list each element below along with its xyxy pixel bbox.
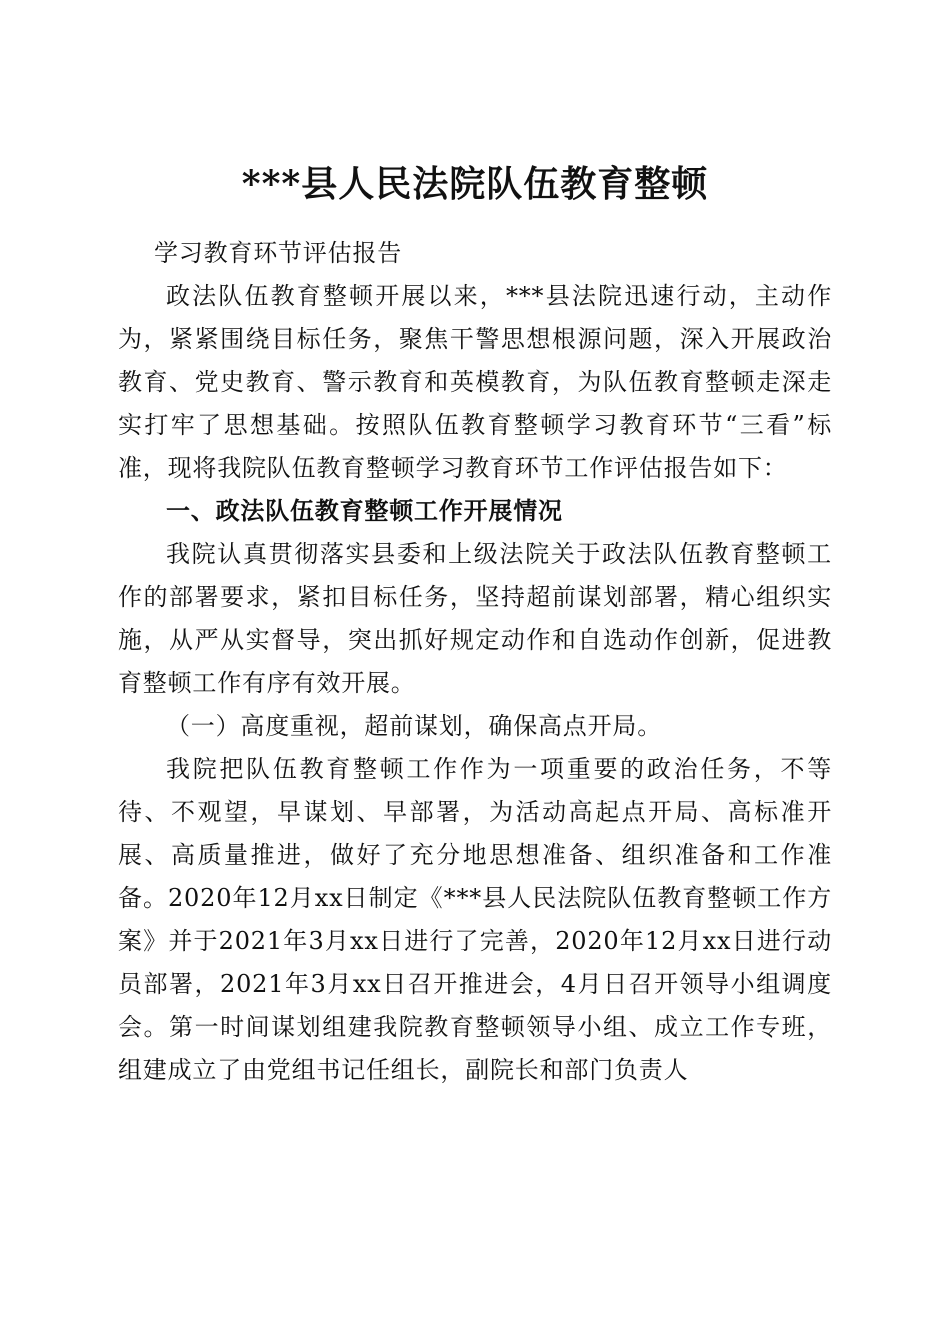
subsection-1-paragraph: 我院把队伍教育整顿工作作为一项重要的政治任务，不等待、不观望，早谋划、早部署，为活动高起点开局、高标准开展、高质量推进，做好了充分地思想准备、组织准备和工作准备。2020年12月xx日制定《***县人民法院队伍教育整顿工作方案》并于2021年3月xx日进行了完善，2020年12月xx日进行动员部署，2021年3月xx日召开推进会，4月日召开领导小组调度会。第一时间谋划组建我院教育整顿领导小组、成立工作专班，组建成立了由党组书记任组长，副院长和部门负责人 — [118, 755, 832, 1084]
section-1-paragraph: 我院认真贯彻落实县委和上级法院关于政法队伍教育整顿工作的部署要求，紧扣目标任务，坚持超前谋划部署，精心组织实施，从严从实督导，突出抓好规定动作和自选动作创新，促进教育整顿工作有序有效开展。 — [118, 540, 832, 697]
subsection-heading-1: （一）高度重视，超前谋划，确保高点开局。 — [166, 712, 662, 740]
document-title: ***县人民法院队伍教育整顿 — [241, 163, 709, 206]
document-body — [118, 232, 832, 1092]
document-subtitle: 学习教育环节评估报告 — [154, 239, 402, 267]
intro-paragraph: 政法队伍教育整顿开展以来，***县法院迅速行动，主动作为，紧紧围绕目标任务，聚焦干警思想根源问题，深入开展政治教育、党史教育、警示教育和英模教育，为队伍教育整顿走深走实打牢了思想基础。按照队伍教育整顿学习教育环节“三看”标准，现将我院队伍教育整顿学习教育环节工作评估报告如下： — [118, 282, 832, 482]
section-heading-1: 一、政法队伍教育整顿工作开展情况 — [166, 497, 563, 525]
